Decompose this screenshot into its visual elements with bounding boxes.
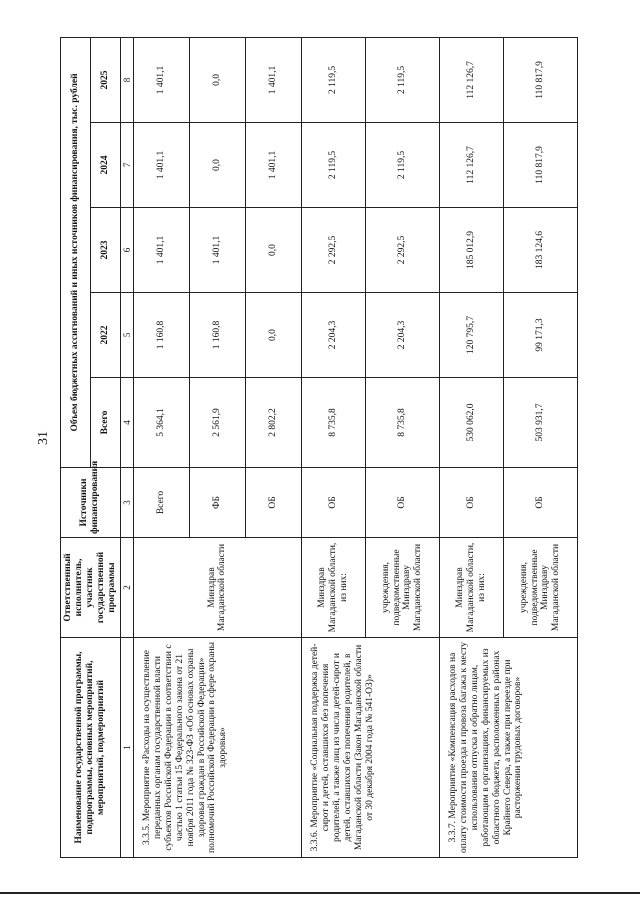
value-2022: 1 160,8	[133, 293, 189, 378]
col-number: 8	[120, 37, 133, 122]
value-2023: 1 401,1	[133, 208, 189, 293]
value-2023: 1 401,1	[189, 208, 245, 293]
source-cell: ФБ	[189, 468, 245, 538]
col-number: 7	[120, 123, 133, 208]
source-cell: ОБ	[365, 468, 439, 538]
value-total: 530 062,0	[439, 378, 503, 468]
executor-cell: Минздрав Магаданской области, из них:	[439, 538, 503, 638]
value-2022: 2 204,3	[365, 293, 439, 378]
column-number-row	[120, 37, 133, 857]
executor-cell: учреждения, подведомственные Минздраву Магаданской области	[503, 538, 577, 638]
source-cell: ОБ	[301, 468, 365, 538]
rotated-table-container	[60, 38, 630, 858]
value-2025: 1 401,1	[245, 37, 301, 122]
source-cell: ОБ	[503, 468, 577, 538]
header-year-2025: 2025	[90, 37, 120, 122]
value-2025: 1 401,1	[133, 37, 189, 122]
value-2024: 110 817,9	[503, 123, 577, 208]
value-2022: 120 795,7	[439, 293, 503, 378]
value-2023: 185 012,9	[439, 208, 503, 293]
value-2024: 112 126,7	[439, 123, 503, 208]
value-2025: 2 119,5	[301, 37, 365, 122]
value-2025: 110 817,9	[503, 37, 577, 122]
value-total: 8 735,8	[365, 378, 439, 468]
value-2024: 0,0	[189, 123, 245, 208]
col-number: 2	[120, 538, 133, 638]
header-source: Источники финансирования	[61, 468, 121, 538]
value-total: 5 364,1	[133, 378, 189, 468]
value-2024: 1 401,1	[133, 123, 189, 208]
value-2023: 183 124,6	[503, 208, 577, 293]
header-year-2022: 2022	[90, 293, 120, 378]
bottom-rule	[0, 892, 640, 894]
measure-name: 3.3.7. Мероприятие «Компенсация расходов на оплату стоимости проезда и провоза багажа к месту использования отпуска и обратно лицам, работающим в организациях, финансируемых из областного бюджета, расположенных в районах Крайнего Севера, а также при переезде при расторжении трудовых договоров»	[439, 638, 577, 858]
table-row	[439, 37, 503, 857]
financing-table	[60, 37, 578, 858]
value-2025: 2 119,5	[365, 37, 439, 122]
value-2023: 0,0	[245, 208, 301, 293]
measure-name: 3.3.5. Мероприятие «Расходы на осуществление переданных органам государственной власти субъектов Российской Федерации в соответствии с частью 1 статьи 15 Федерального закона от 21 ноября 2011 года № 323-ФЗ «Об основах охраны здоровья граждан в Российской Федерации» полномочий Российской Федерации в сфере охраны здоровья»	[133, 638, 301, 858]
value-2024: 2 119,5	[365, 123, 439, 208]
value-2023: 2 292,5	[301, 208, 365, 293]
value-2024: 1 401,1	[245, 123, 301, 208]
source-cell: Всего	[133, 468, 189, 538]
source-cell: ОБ	[439, 468, 503, 538]
value-2023: 2 292,5	[365, 208, 439, 293]
col-number: 3	[120, 468, 133, 538]
executor-cell: учреждения, подведомственные Минздраву Магаданской области	[365, 538, 439, 638]
executor-cell: Минздрав Магаданской области	[133, 538, 301, 638]
value-total: 2 561,9	[189, 378, 245, 468]
value-2022: 99 171,3	[503, 293, 577, 378]
value-total: 2 802,2	[245, 378, 301, 468]
value-2024: 2 119,5	[301, 123, 365, 208]
source-cell: ОБ	[245, 468, 301, 538]
value-2025: 0,0	[189, 37, 245, 122]
measure-name: 3.3.6. Мероприятие «Социальная поддержка детей-сирот и детей, оставшихся без попечения родителей, а также лиц из числа детей-сирот и детей, оставшихся без попечения родителей, в Магаданской области (Закон Магаданской области от 30 декабря 2004 года № 541-ОЗ)»	[301, 638, 439, 858]
value-2022: 2 204,3	[301, 293, 365, 378]
value-2022: 0,0	[245, 293, 301, 378]
col-number: 5	[120, 293, 133, 378]
header-year-2024: 2024	[90, 123, 120, 208]
col-number: 1	[120, 638, 133, 858]
value-2022: 1 160,8	[189, 293, 245, 378]
header-year-2023: 2023	[90, 208, 120, 293]
executor-cell: Минздрав Магаданской области, из них:	[301, 538, 365, 638]
header-total: Всего	[90, 378, 120, 468]
header-volume: Объем бюджетных ассигнований и иных источников финансирования, тыс. рублей	[61, 37, 91, 467]
table-row	[133, 37, 189, 857]
header-executor: Ответственный исполнитель, участник государственной программы	[61, 538, 121, 638]
col-number: 6	[120, 208, 133, 293]
col-number: 4	[120, 378, 133, 468]
page-number: 31	[36, 431, 51, 445]
value-2025: 112 126,7	[439, 37, 503, 122]
value-total: 503 931,7	[503, 378, 577, 468]
value-total: 8 735,8	[301, 378, 365, 468]
header-name: Наименование государственной программы, подпрограммы, основных мероприятий, мероприятий, подмероприятий	[61, 638, 121, 858]
table-row	[301, 37, 365, 857]
